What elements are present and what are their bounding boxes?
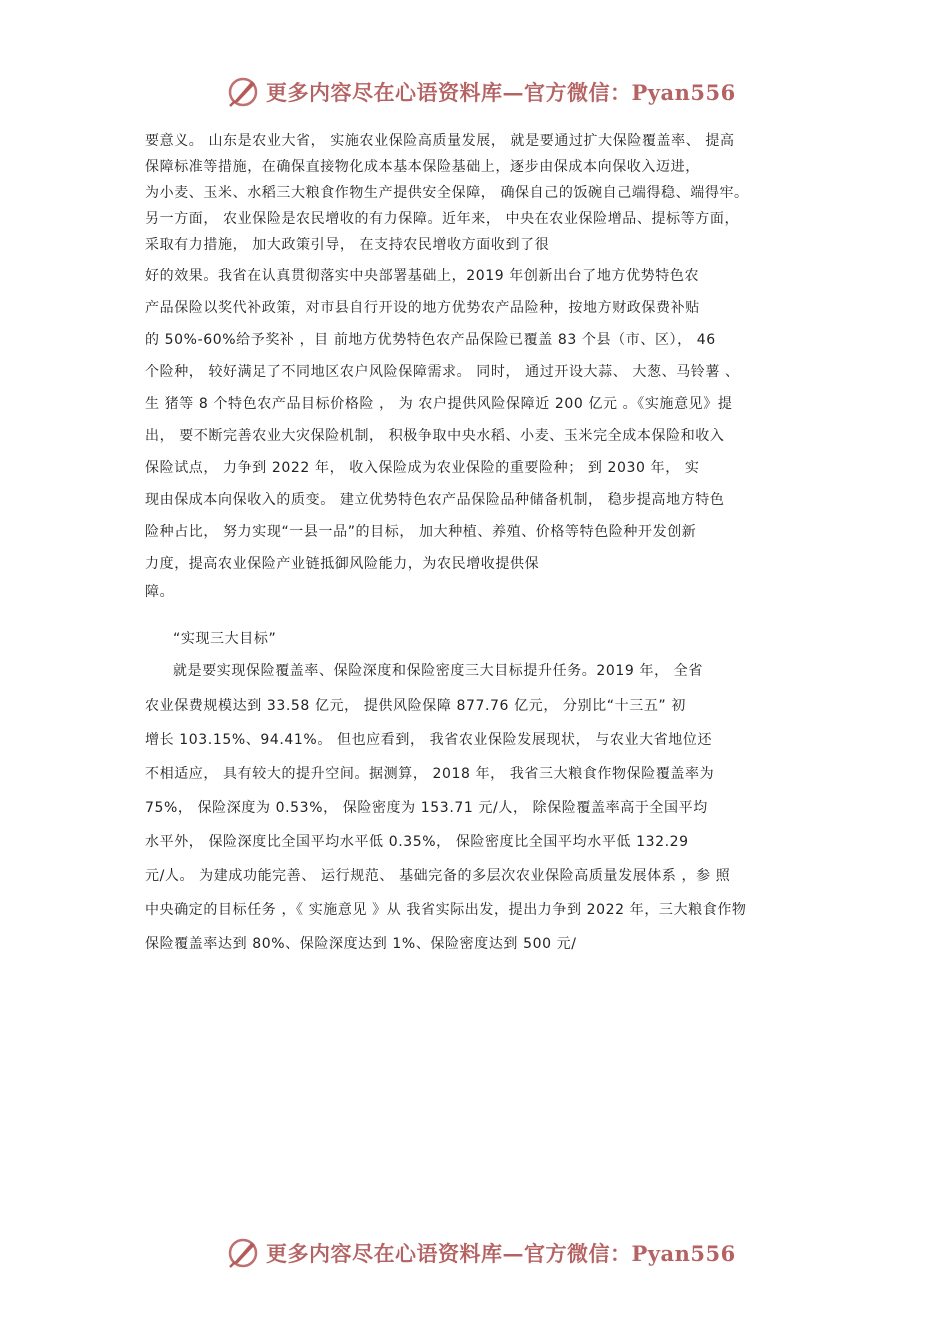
text-line: 元/人。 为建成功能完善、 运行规范、 基础完备的多层次农业保险高质量发展体系 ，参 照 <box>145 868 731 884</box>
text-line: 产品保险以奖代补政策，对市县自行开设的地方优势农产品险种，按地方财政保费补贴 <box>145 300 700 316</box>
text-line: 好的效果。我省在认真贯彻落实中央部署基础上，2019 年创新出台了地方优势特色农 <box>145 268 700 284</box>
text-line: 出， 要不断完善农业大灾保险机制， 积极争取中央水稻、小麦、玉米完全成本保险和收入 <box>145 428 725 444</box>
text-line: 增长 103.15%、94.41%。 但也应看到， 我省农业保险发展现状， 与农业大省地位还 <box>145 732 713 748</box>
text-line: 生 猪等 8 个特色农产品目标价格险 ， 为 农户提供风险保障近 200 亿元 。《实施意见》提 <box>145 396 733 412</box>
text-line: 另一方面， 农业保险是农民增收的有力保障。近年来， 中央在农业保险增品、提标等方面， <box>145 211 740 227</box>
header-banner-text: 更多内容尽在心语资料库—官方微信：Pyan556 <box>266 80 736 105</box>
quill-logo-icon <box>226 75 260 109</box>
text-line: 水平外， 保险深度比全国平均水平低 0.35%， 保险密度比全国平均水平低 132.29 <box>145 834 689 850</box>
text-line: 农业保费规模达到 33.58 亿元， 提供风险保障 877.76 亿元， 分别比“十三五” 初 <box>145 698 686 714</box>
text-line: 保险覆盖率达到 80%、保险深度达到 1%、保险密度达到 500 元/ <box>145 936 577 952</box>
text-line: 现由保成本向保收入的质变。 建立优势特色农产品保险品种储备机制， 稳步提高地方特色 <box>145 492 725 508</box>
footer-banner-text: 更多内容尽在心语资料库—官方微信：Pyan556 <box>266 1241 736 1266</box>
text-line: 力度，提高农业保险产业链抵御风险能力，为农民增收提供保 <box>145 556 540 572</box>
section-heading: “实现三大目标” <box>173 631 277 647</box>
header-banner <box>226 72 736 112</box>
text-line: 障。 <box>145 584 175 600</box>
text-line: 就是要实现保险覆盖率、保险深度和保险密度三大目标提升任务。2019 年， 全省 <box>173 663 703 679</box>
text-line: 保障标准等措施，在确保直接物化成本基本保险基础上，逐步由保成本向保收入迈进， <box>145 159 700 175</box>
text-line: 要意义。 山东是农业大省， 实施农业保险高质量发展， 就是要通过扩大保险覆盖率、 提高 <box>145 133 735 149</box>
footer-banner <box>226 1233 736 1273</box>
text-line: 保险试点， 力争到 2022 年， 收入保险成为农业保险的重要险种； 到 2030 年， 实 <box>145 460 700 476</box>
text-line: 采取有力措施， 加大政策引导， 在支持农民增收方面收到了很 <box>145 237 550 253</box>
text-line: 不相适应， 具有较大的提升空间。据测算， 2018 年， 我省三大粮食作物保险覆盖率为 <box>145 766 715 782</box>
text-line: 的 50%-60%给予奖补 ，目 前地方优势特色农产品保险已覆盖 83 个县（市、区）， 46 <box>145 332 716 348</box>
text-line: 中央确定的目标任务 ，《 实施意见 》从 我省实际出发，提出力争到 2022 年，三大粮食作物 <box>145 902 747 918</box>
quill-logo-icon <box>226 1236 260 1270</box>
text-line: 75%， 保险深度为 0.53%， 保险密度为 153.71 元/人， 除保险覆盖率高于全国平均 <box>145 800 708 816</box>
text-line: 为小麦、玉米、水稻三大粮食作物生产提供安全保障， 确保自己的饭碗自己端得稳、端得牢。 <box>145 185 749 201</box>
text-line: 险种占比， 努力实现“一县一品”的目标， 加大种植、养殖、价格等特色险种开发创新 <box>145 524 697 540</box>
text-line: 个险种， 较好满足了不同地区农户风险保障需求。 同时， 通过开设大蒜、 大葱、马铃薯 、 <box>145 364 740 380</box>
